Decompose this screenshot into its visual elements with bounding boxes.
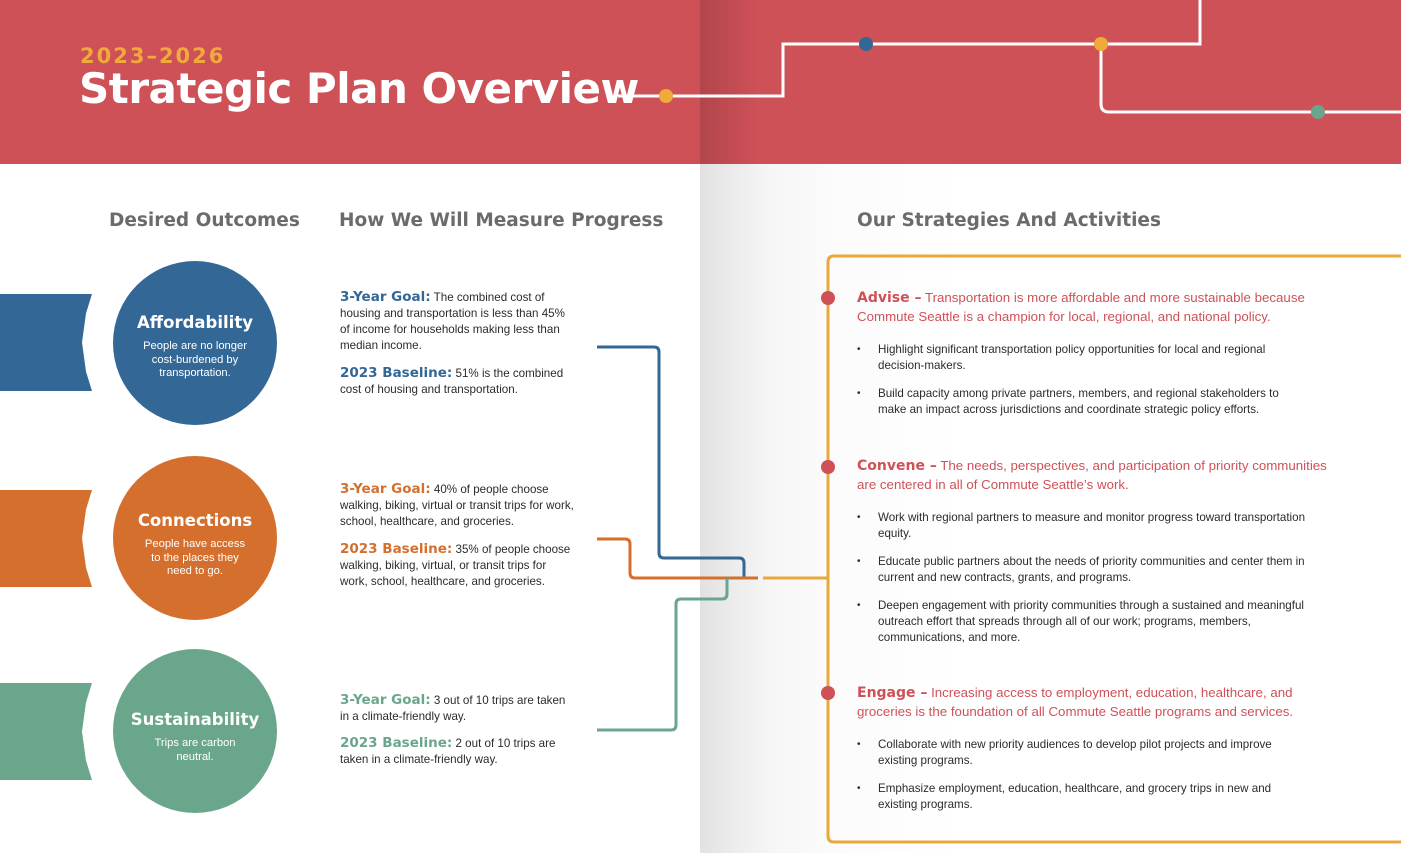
activity-item: • Educate public partners about the needs of priority communities and center them in current and new contracts, grants, and programs. bbox=[857, 554, 1307, 586]
connections-band bbox=[0, 490, 92, 587]
sustainability-text: Trips are carbon neutral. bbox=[154, 737, 236, 763]
advise-summary bbox=[857, 289, 1337, 326]
strategy-summary-text: Increasing access to employment, education, healthcare, and groceries is the foundation of all Commute Seattle programs and services. bbox=[857, 685, 1294, 719]
sustainability-circle bbox=[113, 649, 277, 813]
header-dot-blue bbox=[859, 37, 873, 51]
baseline-text: 2 out of 10 trips are taken in a climate-friendly way. bbox=[340, 737, 556, 766]
activity-item: • Collaborate with new priority audiences to develop pilot projects and improve existing programs. bbox=[857, 737, 1307, 769]
sustainability-title: Sustainability bbox=[130, 710, 260, 729]
activity-item: • Work with regional partners to measure and monitor progress toward transportation equity. bbox=[857, 510, 1307, 542]
convene-activities bbox=[857, 510, 1307, 658]
page-title: Strategic Plan Overview bbox=[79, 64, 639, 113]
baseline-text: 51% is the combined cost of housing and transportation. bbox=[340, 367, 564, 396]
header-dot-gold-1 bbox=[659, 89, 673, 103]
header-dot-green bbox=[1311, 105, 1325, 119]
convene-summary bbox=[857, 457, 1337, 494]
goal-text: 3 out of 10 trips are taken in a climate-friendly way. bbox=[340, 694, 566, 723]
outcomes-heading: Desired Outcomes bbox=[109, 210, 300, 231]
connections-goal bbox=[340, 481, 576, 530]
engage-activities bbox=[857, 737, 1307, 825]
goal-text: The combined cost of housing and transportation is less than 45% of income for households making less than median income. bbox=[340, 291, 565, 352]
header-track-line bbox=[618, 0, 1200, 96]
affordability-connector bbox=[597, 347, 758, 578]
header-dot-gold-2 bbox=[1094, 37, 1108, 51]
connections-text: People have access to the places they need to go. bbox=[144, 538, 246, 577]
convene-marker bbox=[821, 460, 835, 474]
activity-item: • Build capacity among private partners, members, and regional stakeholders to make an impact across jurisdictions and coordinate strategic policy efforts. bbox=[857, 386, 1307, 418]
strategy-summary-text: Transportation is more affordable and more sustainable because Commute Seattle is a champion for local, regional, and national policy. bbox=[857, 290, 1305, 324]
baseline-label: 2023 Baseline: bbox=[340, 541, 453, 557]
strategy-name: Engage – bbox=[857, 685, 928, 701]
activity-item: • Deepen engagement with priority communities through a sustained and meaningful outreach effort that spreads through all of our work; programs, members, communications, and more. bbox=[857, 598, 1307, 646]
header-track-branch bbox=[1101, 44, 1401, 112]
baseline-label: 2023 Baseline: bbox=[340, 365, 453, 381]
plan-years: 2023–2026 bbox=[80, 44, 226, 68]
baseline-label: 2023 Baseline: bbox=[340, 735, 453, 751]
baseline-text: 35% of people choose walking, biking, virtual, or transit trips for work, school, healthcare, and groceries. bbox=[340, 543, 571, 588]
affordability-text: People are no longer cost-burdened by transportation. bbox=[143, 340, 247, 379]
sustainability-connector bbox=[597, 578, 727, 730]
activity-item: • Emphasize employment, education, healthcare, and grocery trips in new and existing programs. bbox=[857, 781, 1307, 813]
strategy-name: Advise – bbox=[857, 290, 922, 306]
goal-text: 40% of people choose walking, biking, virtual or transit trips for work, school, healthcare, and groceries. bbox=[340, 483, 574, 528]
affordability-baseline bbox=[340, 365, 576, 398]
sustainability-goal bbox=[340, 692, 576, 725]
connections-circle bbox=[113, 456, 277, 620]
affordability-circle bbox=[113, 261, 277, 425]
connections-title: Connections bbox=[137, 511, 253, 530]
goal-label: 3-Year Goal: bbox=[340, 289, 431, 305]
affordability-goal bbox=[340, 289, 576, 354]
advise-activities bbox=[857, 342, 1307, 430]
sustainability-band bbox=[0, 683, 92, 780]
connections-baseline bbox=[340, 541, 576, 590]
goal-label: 3-Year Goal: bbox=[340, 481, 431, 497]
goal-label: 3-Year Goal: bbox=[340, 692, 431, 708]
strategy-summary-text: The needs, perspectives, and participation of priority communities are centered in all of Commute Seattle’s work. bbox=[857, 458, 1327, 492]
measure-heading: How We Will Measure Progress bbox=[339, 210, 664, 231]
engage-summary bbox=[857, 684, 1337, 721]
activity-item: • Highlight significant transportation policy opportunities for local and regional decision-makers. bbox=[857, 342, 1307, 374]
affordability-title: Affordability bbox=[137, 313, 253, 332]
advise-marker bbox=[821, 291, 835, 305]
affordability-band bbox=[0, 294, 92, 391]
sustainability-baseline bbox=[340, 735, 576, 768]
engage-marker bbox=[821, 686, 835, 700]
strategies-heading: Our Strategies And Activities bbox=[857, 210, 1161, 231]
strategy-name: Convene – bbox=[857, 458, 937, 474]
